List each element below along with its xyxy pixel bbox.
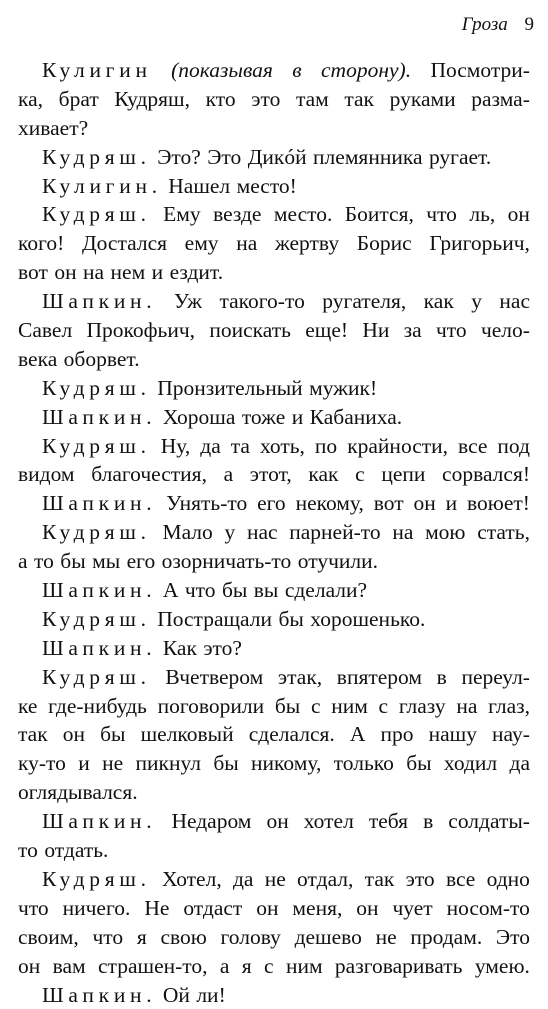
text-line [18, 518, 530, 547]
text-word: Пронзительный [157, 374, 302, 403]
text-word: а [18, 547, 28, 576]
text-word: с [355, 460, 365, 489]
text-line [18, 663, 530, 692]
text-line [18, 952, 530, 981]
text-word: чует [392, 894, 432, 923]
text-word: хотел [304, 807, 354, 836]
text-line [18, 374, 530, 403]
text-word: Постращали [157, 605, 272, 634]
text-word: А [350, 720, 366, 749]
text-line [18, 172, 530, 201]
text-line [18, 403, 530, 432]
text-word: кто [206, 85, 236, 114]
text-word: продам. [410, 923, 482, 952]
text-word: сделали? [285, 576, 367, 605]
text-word: а [220, 952, 230, 981]
text-word: сорвался! [442, 460, 530, 489]
text-word: в [437, 663, 447, 692]
text-word: не [265, 865, 286, 894]
text-word: там [296, 85, 329, 114]
text-word: только [334, 749, 394, 778]
text-word: бы [60, 547, 85, 576]
text-word: племянника [313, 143, 422, 172]
speaker-name: Кудряш. [42, 663, 151, 692]
text-word: этак, [278, 663, 322, 692]
speaker-name: Кудряш. [42, 374, 151, 403]
text-line [18, 634, 530, 663]
text-word: Савел [18, 316, 72, 345]
text-word: ка, [18, 85, 43, 114]
text-word: разговаривать [335, 952, 463, 981]
text-word: голову [220, 923, 280, 952]
text-word: с [264, 952, 274, 981]
text-word: в [423, 807, 433, 836]
text-word: под [497, 432, 530, 461]
text-line [18, 316, 530, 345]
text-line [18, 720, 530, 749]
text-word: пикнул [135, 749, 201, 778]
text-word: хоть, [260, 432, 305, 461]
stage-direction-word: в [292, 56, 301, 85]
text-word: нашу [429, 720, 477, 749]
text-word: на [392, 518, 413, 547]
text-word: бы [275, 692, 300, 721]
text-word: у [224, 518, 235, 547]
page-number: 9 [525, 14, 535, 35]
text-word: Хотел, [162, 865, 222, 894]
text-word: так [18, 720, 48, 749]
text-word: Дикóй [248, 143, 307, 172]
text-word: нас [499, 287, 530, 316]
text-word: его [257, 489, 286, 518]
text-word: Мало [162, 518, 212, 547]
text-word: бы [278, 605, 303, 634]
text-word: Кабаниха. [310, 403, 402, 432]
text-word: и [446, 489, 458, 518]
text-word: ходил [444, 749, 497, 778]
text-word: мужик! [309, 374, 377, 403]
text-word: разма- [471, 85, 530, 114]
text-word: да [200, 432, 220, 461]
text-word: Боится, [345, 200, 414, 229]
text-word: меня, [292, 894, 342, 923]
speaker-name: Кудряш. [42, 605, 151, 634]
text-word: это? [203, 634, 242, 663]
play-text [18, 56, 530, 1009]
text-word: нас [247, 518, 278, 547]
text-line [18, 345, 530, 374]
text-word: мою [425, 518, 465, 547]
text-word: так [365, 865, 395, 894]
text-word: дешево [295, 923, 362, 952]
text-word: и [292, 403, 304, 432]
speaker-name: Кулигин. [42, 172, 162, 201]
speaker-name: Кудряш. [42, 432, 151, 461]
text-word: не [376, 923, 397, 952]
text-word: нем [111, 258, 146, 287]
text-word: такого-то [219, 287, 304, 316]
text-word: ли! [196, 981, 225, 1009]
text-word: Вчетвером [165, 663, 263, 692]
text-word: ль, [469, 200, 495, 229]
text-word: Это [207, 143, 241, 172]
text-line [18, 576, 530, 605]
text-word: он [266, 807, 288, 836]
text-line [18, 56, 530, 85]
text-line [18, 460, 530, 489]
text-word: отдать. [44, 836, 108, 865]
text-line [18, 200, 530, 229]
text-word: не [102, 749, 123, 778]
text-line [18, 287, 530, 316]
speaker-name: Кудряш. [42, 143, 151, 172]
text-word: Борис [357, 229, 412, 258]
text-word: вам [53, 952, 86, 981]
text-word: я [242, 952, 252, 981]
text-word: руками [390, 85, 456, 114]
text-word: у [471, 287, 482, 316]
text-word: он [414, 489, 436, 518]
text-word: везде [213, 200, 261, 229]
text-word: что [185, 576, 216, 605]
text-word: Нашел [168, 172, 230, 201]
text-word: он [508, 200, 530, 229]
text-word: воюет! [467, 489, 530, 518]
text-line [18, 778, 530, 807]
running-head [462, 13, 534, 37]
text-word: ничего. [63, 894, 131, 923]
text-word: хорошенько. [310, 605, 425, 634]
text-word: сделался. [249, 720, 335, 749]
text-word: как [308, 460, 338, 489]
text-word: то [34, 547, 54, 576]
text-word: Хороша [163, 403, 236, 432]
text-word: с [311, 692, 321, 721]
text-word: своим, [18, 923, 79, 952]
text-word: А [163, 576, 179, 605]
text-word: ему [185, 229, 219, 258]
text-word: оглядывался. [18, 778, 138, 807]
text-line [18, 114, 530, 143]
text-word: Ой [163, 981, 190, 1009]
text-word: Ну, [161, 432, 191, 461]
text-word: как [424, 287, 454, 316]
text-word: переул- [461, 663, 530, 692]
text-word: да [510, 749, 530, 778]
text-word: бы [100, 720, 125, 749]
text-word: парней-то [289, 518, 380, 547]
text-word: Посмотри- [430, 56, 530, 85]
text-word: то [18, 836, 38, 865]
text-word: страшен-то, [98, 952, 208, 981]
text-word: Это? [157, 143, 201, 172]
speaker-name: Кулигин [42, 56, 152, 85]
speaker-name: Шапкин. [42, 807, 156, 836]
text-word: вот [374, 489, 404, 518]
text-word: та [231, 432, 250, 461]
stage-direction-word: сторону). [321, 56, 411, 85]
stage-direction-word: (показывая [171, 56, 273, 85]
text-word: отучили. [298, 547, 378, 576]
text-word: никому, [251, 749, 321, 778]
text-word: некому, [296, 489, 364, 518]
text-word: цепи [381, 460, 425, 489]
text-word: бы [406, 749, 431, 778]
text-word: место! [237, 172, 297, 201]
text-line [18, 692, 530, 721]
text-word: чело- [481, 316, 530, 345]
text-word: поговорили [158, 692, 265, 721]
text-word: мы [92, 547, 120, 576]
text-word: место. [274, 200, 332, 229]
speaker-name: Шапкин. [42, 981, 156, 1009]
text-word: его [127, 547, 156, 576]
text-word: ним [331, 692, 368, 721]
text-line [18, 547, 530, 576]
text-word: носом-то [447, 894, 530, 923]
text-line [18, 749, 530, 778]
text-word: на [83, 258, 104, 287]
text-word: он [18, 952, 40, 981]
text-word: так [344, 85, 374, 114]
text-word: ездит. [170, 258, 224, 287]
text-word: и [152, 258, 164, 287]
text-line [18, 432, 530, 461]
text-word: тоже [242, 403, 285, 432]
text-word: все [446, 865, 475, 894]
text-word: свою [160, 923, 206, 952]
text-word: а [224, 460, 234, 489]
text-word: кого! [18, 229, 64, 258]
text-word: это [406, 865, 435, 894]
text-word: он [256, 894, 278, 923]
text-word: озорничать-то [162, 547, 292, 576]
speaker-name: Кудряш. [42, 865, 151, 894]
text-word: он [54, 258, 76, 287]
text-word: что [426, 200, 457, 229]
text-word: Недаром [171, 807, 251, 836]
text-line [18, 807, 530, 836]
text-word: это [251, 85, 280, 114]
text-word: Григорьич, [429, 229, 530, 258]
text-word: жертву [275, 229, 339, 258]
text-word: благочестия, [91, 460, 207, 489]
text-word: ним [286, 952, 323, 981]
text-word: ругает. [429, 143, 491, 172]
text-line [18, 981, 530, 1009]
text-word: поискать [209, 316, 291, 345]
text-word: на [456, 692, 477, 721]
text-line [18, 865, 530, 894]
text-word: глаз, [488, 692, 530, 721]
text-word: ругателя, [322, 287, 406, 316]
speaker-name: Кудряш. [42, 200, 151, 229]
text-word: с [379, 692, 389, 721]
text-word: Как [163, 634, 197, 663]
text-word: солдаты- [448, 807, 530, 836]
text-word: да [233, 865, 253, 894]
text-word: на [236, 229, 257, 258]
text-word: брат [59, 85, 99, 114]
text-word: отдаст [183, 894, 242, 923]
text-word: отдал, [297, 865, 353, 894]
text-word: вы [254, 576, 279, 605]
text-word: где-нибудь [48, 692, 147, 721]
text-line [18, 923, 530, 952]
text-word: крайности, [347, 432, 448, 461]
text-word: оборвет. [64, 345, 140, 374]
text-word: он [63, 720, 85, 749]
text-word: за [404, 316, 422, 345]
text-word: умею. [475, 952, 530, 981]
text-word: еще! [305, 316, 348, 345]
text-word: что [18, 894, 49, 923]
text-word: что [436, 316, 467, 345]
text-line [18, 605, 530, 634]
text-word: Уж [174, 287, 202, 316]
text-word: века [18, 345, 57, 374]
text-word: хивает? [18, 114, 88, 143]
text-word: бы [213, 749, 238, 778]
text-word: этот, [250, 460, 292, 489]
text-word: видом [18, 460, 75, 489]
text-word: я [137, 923, 147, 952]
text-line [18, 143, 530, 172]
book-title: Гроза [462, 14, 508, 35]
text-word: вот [18, 258, 48, 287]
text-word: про [380, 720, 413, 749]
text-word: стать, [477, 518, 530, 547]
speaker-name: Шапкин. [42, 403, 156, 432]
text-word: и [78, 749, 90, 778]
text-word: ку-то [18, 749, 66, 778]
text-line [18, 894, 530, 923]
text-word: Унять-то [166, 489, 247, 518]
speaker-name: Шапкин. [42, 287, 156, 316]
text-word: Это [496, 923, 530, 952]
text-line [18, 229, 530, 258]
text-word: глазу [399, 692, 446, 721]
text-word: нау- [492, 720, 530, 749]
text-word: одно [487, 865, 530, 894]
text-word: Ни [362, 316, 389, 345]
speaker-name: Кудряш. [42, 518, 151, 547]
text-line [18, 489, 530, 518]
speaker-name: Шапкин. [42, 489, 156, 518]
text-word: по [315, 432, 337, 461]
text-word: Не [144, 894, 169, 923]
text-word: бы [222, 576, 247, 605]
text-word: Ему [163, 200, 201, 229]
text-word: все [458, 432, 487, 461]
text-word: впятером [337, 663, 422, 692]
speaker-name: Шапкин. [42, 576, 156, 605]
text-word: он [356, 894, 378, 923]
text-word: тебя [369, 807, 408, 836]
text-word: шелковый [141, 720, 234, 749]
text-word: что [92, 923, 123, 952]
speaker-name: Шапкин. [42, 634, 156, 663]
text-line [18, 836, 530, 865]
text-word: Прокофьич, [86, 316, 195, 345]
text-word: Достался [82, 229, 167, 258]
text-word: Кудряш, [114, 85, 190, 114]
text-word: ке [18, 692, 37, 721]
text-line [18, 85, 530, 114]
text-line [18, 258, 530, 287]
